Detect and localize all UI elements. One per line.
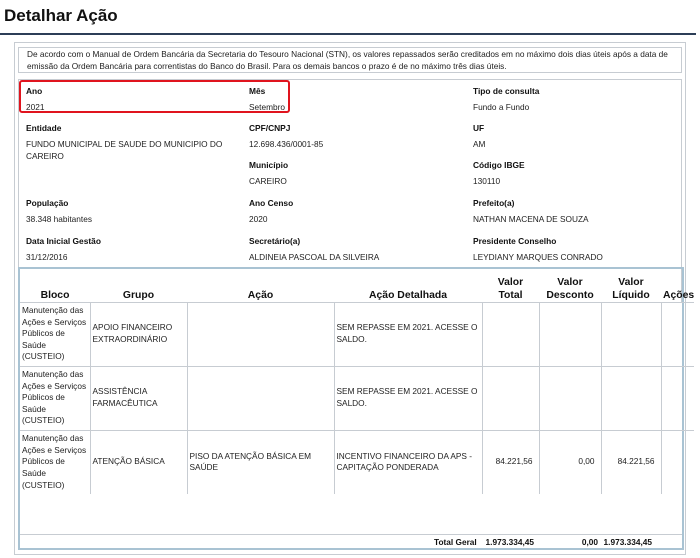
header-line: Valor	[618, 276, 644, 288]
field-label: Município	[249, 160, 289, 170]
cell-valor-total	[482, 302, 539, 366]
cell-valor-total	[482, 366, 539, 430]
cell-valor-desconto	[539, 366, 601, 430]
header-line: Líquido	[612, 289, 650, 301]
column-header-acao: Ação	[247, 289, 274, 301]
cell-acao	[187, 366, 334, 430]
field-value: LEYDIANY MARQUES CONRADO	[473, 252, 603, 262]
header-line: Desconto	[546, 289, 594, 301]
field-label: Presidente Conselho	[473, 236, 557, 246]
field-label: Data Inicial Gestão	[26, 236, 101, 246]
field-value: FUNDO MUNICIPAL DE SAUDE DO MUNICIPIO DO CAREIRO	[26, 139, 223, 161]
field-label: Tipo de consulta	[473, 86, 540, 96]
field-label: Mês	[249, 86, 266, 96]
column-header-grupo: Grupo	[122, 289, 155, 301]
cell-valor-liquido	[601, 366, 661, 430]
field-label: Prefeito(a)	[473, 198, 515, 208]
header-line: Total	[498, 289, 523, 301]
field-uf	[473, 123, 485, 150]
field-value: 12.698.436/0001-85	[249, 139, 324, 149]
total-valor-liquido: 1.973.334,45	[603, 537, 652, 547]
field-label: Secretário(a)	[249, 236, 301, 246]
cell-valor-desconto: 0,00	[539, 430, 601, 494]
page-title: Detalhar Ação	[4, 6, 118, 25]
title-divider	[0, 33, 696, 35]
cell-acao	[187, 302, 334, 366]
field-codigo-ibge	[473, 160, 525, 187]
cell-grupo: APOIO FINANCEIRO EXTRAORDINÁRIO	[90, 302, 187, 366]
table-row	[20, 366, 694, 430]
total-valor-total: 1.973.334,45	[485, 537, 534, 547]
column-header-valor-desconto	[539, 269, 601, 302]
field-tipo-consulta	[473, 86, 539, 113]
cell-bloco: Manutenção das Ações e Serviços Públicos de Saúde (CUSTEIO)	[20, 430, 90, 494]
field-label: Ano	[26, 86, 43, 96]
cell-acao: PISO DA ATENÇÃO BÁSICA EM SAÚDE	[187, 430, 334, 494]
column-header-acoes: Ações	[663, 289, 695, 301]
field-value: CAREIRO	[249, 176, 287, 186]
field-municipio	[249, 160, 288, 187]
field-entidade	[26, 123, 236, 162]
cell-acao-detalhada: INCENTIVO FINANCEIRO DA APS - CAPITAÇÃO PONDERADA	[334, 430, 482, 494]
field-value: AM	[473, 139, 486, 149]
detail-panel	[14, 42, 695, 555]
cell-acoes[interactable]	[661, 366, 694, 430]
field-value: 31/12/2016	[26, 252, 68, 262]
column-header-bloco: Bloco	[40, 289, 70, 301]
bank-notice: De acordo com o Manual de Ordem Bancária da Secretaria do Tesouro Nacional (STN), os valores repassados serão creditados em no máximo dois dias úteis após a data de emissão da Ordem Bancária para correntistas do Banco do Brasil. Para os demais bancos o prazo é de no máximo três dias úteis.	[18, 47, 682, 73]
header-line: Valor	[497, 276, 524, 288]
highlight-box	[19, 80, 290, 113]
field-value: 2021	[26, 102, 45, 112]
field-label: Ano Censo	[249, 198, 294, 208]
field-value: 38.348 habitantes	[26, 214, 92, 224]
field-label: Código IBGE	[473, 160, 525, 170]
field-label: CPF/CNPJ	[249, 123, 291, 133]
total-row	[20, 534, 682, 548]
field-value: 130110	[473, 176, 501, 186]
acoes-table	[18, 267, 695, 550]
cell-bloco: Manutenção das Ações e Serviços Públicos de Saúde (CUSTEIO)	[20, 302, 90, 366]
field-value: ALDINEIA PASCOAL DA SILVEIRA	[249, 252, 380, 262]
field-secretario	[249, 236, 379, 263]
field-label: UF	[473, 123, 485, 133]
cell-acoes[interactable]	[661, 302, 694, 366]
column-header-valor-total	[482, 269, 539, 302]
field-label: Entidade	[26, 123, 62, 133]
cell-grupo: ASSISTÊNCIA FARMACÊUTICA	[90, 366, 187, 430]
table-row	[20, 302, 694, 366]
cell-bloco: Manutenção das Ações e Serviços Públicos de Saúde (CUSTEIO)	[20, 366, 90, 430]
cell-valor-total: 84.221,56	[482, 430, 539, 494]
column-header-acao-detalhada: Ação Detalhada	[369, 289, 447, 301]
field-data-inicial-gestao	[26, 236, 101, 263]
field-populacao	[26, 198, 92, 225]
field-value: NATHAN MACENA DE SOUZA	[473, 214, 589, 224]
header-line: Valor	[557, 276, 583, 288]
total-label: Total Geral	[434, 537, 477, 547]
field-label: População	[26, 198, 69, 208]
cell-valor-liquido: 84.221,56	[601, 430, 661, 494]
cell-valor-desconto	[539, 302, 601, 366]
field-value: Setembro	[249, 102, 285, 112]
field-presidente-conselho	[473, 236, 603, 263]
total-valor-desconto: 0,00	[581, 537, 598, 547]
field-value: 2020	[249, 214, 268, 224]
cell-acao-detalhada: SEM REPASSE EM 2021. ACESSE O SALDO.	[334, 302, 482, 366]
cell-grupo: ATENÇÃO BÁSICA	[90, 430, 187, 494]
field-value: Fundo a Fundo	[473, 102, 530, 112]
cell-valor-liquido	[601, 302, 661, 366]
field-ano-censo	[249, 198, 293, 225]
column-header-valor-liquido	[601, 269, 661, 302]
cell-acoes[interactable]	[661, 430, 694, 494]
field-cpf-cnpj	[249, 123, 323, 150]
field-prefeito	[473, 198, 589, 225]
cell-acao-detalhada: SEM REPASSE EM 2021. ACESSE O SALDO.	[334, 366, 482, 430]
table-row	[20, 430, 694, 494]
